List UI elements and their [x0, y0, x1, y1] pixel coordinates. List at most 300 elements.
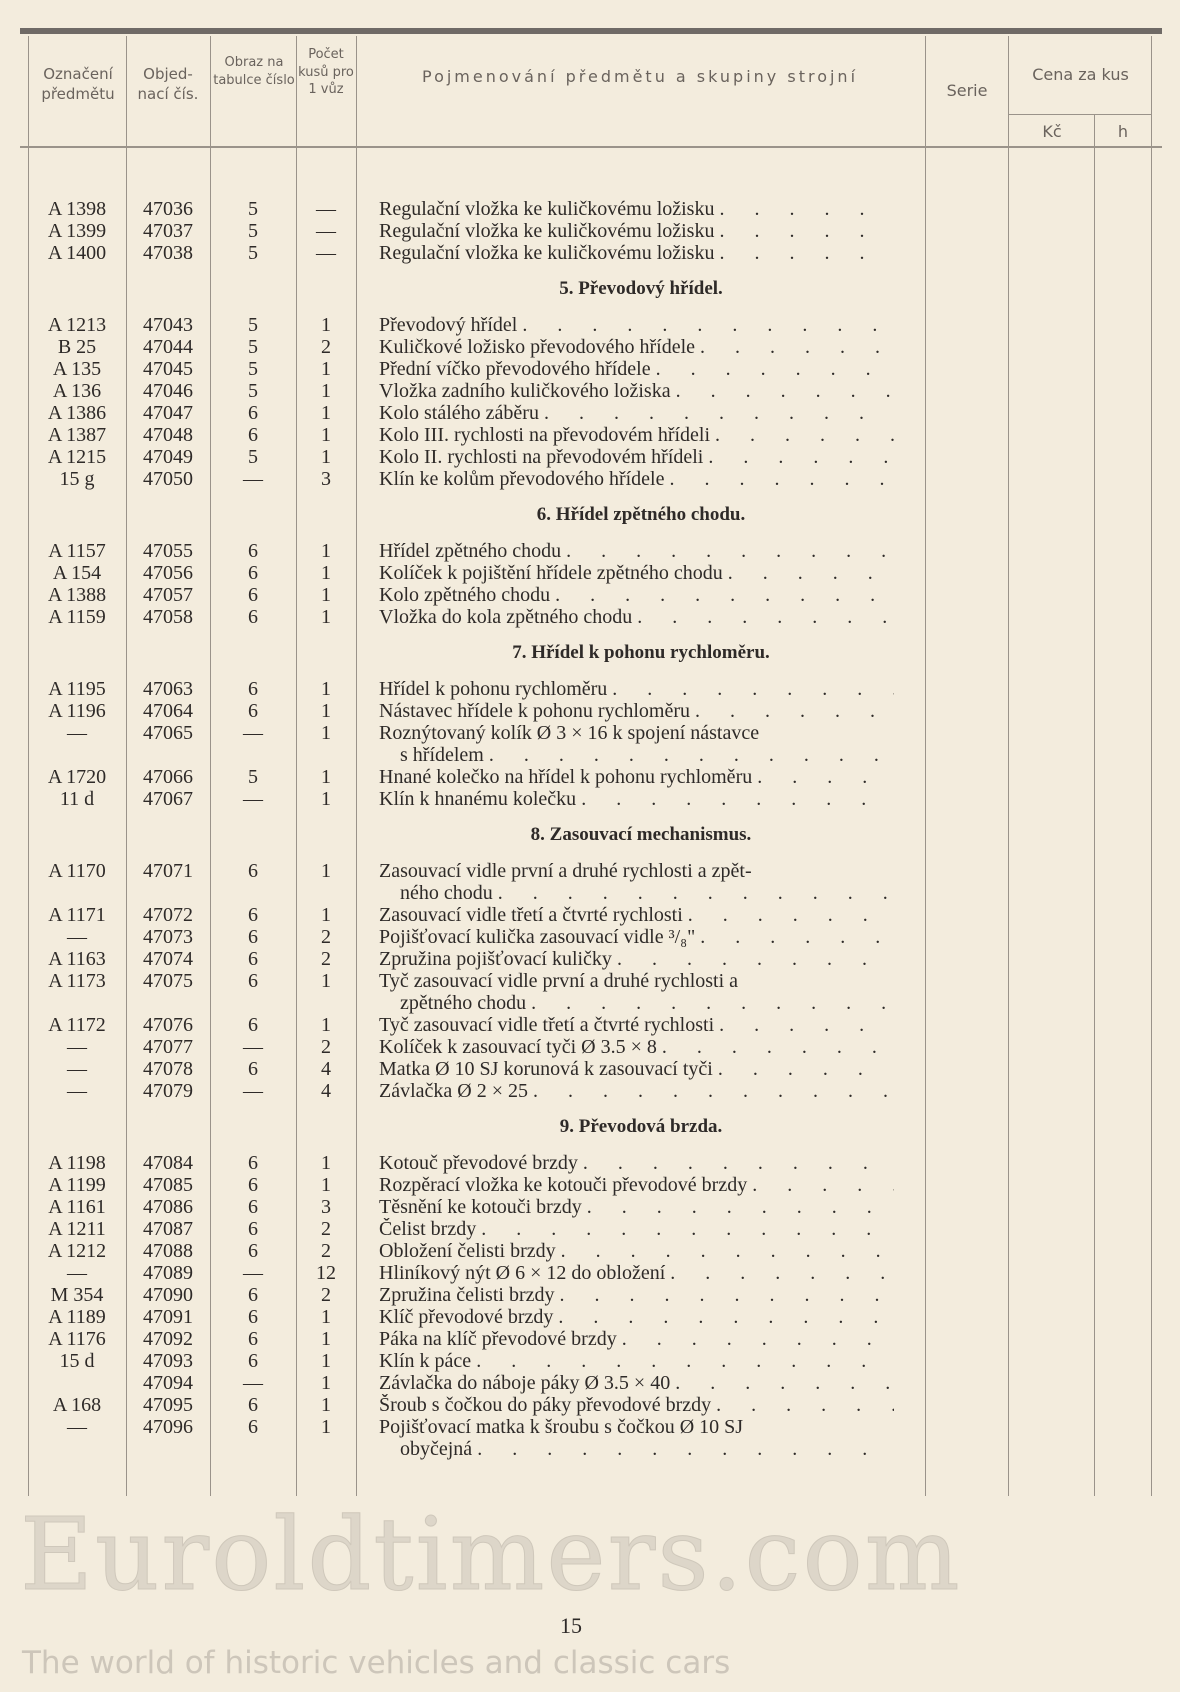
- part-name: Pojišťovací kulička zasouvací vidle ³/₈": [379, 926, 696, 948]
- part-name: Závlačka do náboje páky Ø 3.5 × 40: [379, 1372, 671, 1394]
- part-name: Roznýtovaný kolík Ø 3 × 16 k spojení nástavce: [379, 722, 760, 744]
- order-number: 47049: [143, 446, 193, 468]
- dot-leader: [713, 1058, 894, 1080]
- dot-leader: [476, 1218, 894, 1240]
- quantity: 1: [321, 1174, 331, 1196]
- quantity: 2: [321, 1284, 331, 1306]
- page-number: 15: [560, 1613, 582, 1638]
- part-designation: 15 d: [59, 1350, 95, 1372]
- part-name-cell: [379, 468, 894, 490]
- header-price: Cena za kus: [1032, 65, 1129, 84]
- table-row: [0, 314, 1180, 336]
- quantity: 1: [321, 1394, 331, 1416]
- table-row: [0, 1152, 1180, 1174]
- table-row: [0, 700, 1180, 722]
- part-designation: —: [67, 1416, 87, 1438]
- quantity: 1: [321, 722, 331, 744]
- order-number: 47096: [143, 1416, 193, 1438]
- part-name-cell: [379, 1306, 894, 1328]
- order-number: 47093: [143, 1350, 193, 1372]
- header-h: h: [1117, 122, 1129, 141]
- part-name-cell: [400, 882, 894, 904]
- dot-leader: [714, 1014, 894, 1036]
- order-number: 47048: [143, 424, 193, 446]
- figure-number: 6: [248, 562, 258, 584]
- dot-leader: [695, 926, 894, 948]
- part-name: Kolo zpětného chodu: [379, 584, 551, 606]
- part-designation: A 1212: [47, 1240, 107, 1262]
- figure-number: 6: [248, 1394, 258, 1416]
- figure-number: 6: [248, 1350, 258, 1372]
- top-rule: [20, 28, 1162, 34]
- quantity: 1: [321, 904, 331, 926]
- table-row: [0, 1174, 1180, 1196]
- figure-number: 6: [248, 540, 258, 562]
- part-name-cell: [379, 1394, 894, 1416]
- part-name-cell: [379, 1014, 894, 1036]
- figure-number: —: [243, 1262, 263, 1284]
- order-number: 47065: [143, 722, 193, 744]
- table-row: [0, 1262, 1180, 1284]
- part-designation: A 154: [52, 562, 102, 584]
- order-number: 47076: [143, 1014, 193, 1036]
- part-name: Kolíček k pojištění hřídele zpětného chodu: [379, 562, 723, 584]
- part-name-cell: [379, 358, 894, 380]
- table-row: [0, 1350, 1180, 1372]
- quantity: 1: [321, 700, 331, 722]
- quantity: 2: [321, 926, 331, 948]
- quantity: 2: [321, 1036, 331, 1058]
- dot-leader: [472, 1438, 894, 1460]
- dot-leader: [714, 198, 894, 220]
- dot-leader: [582, 1196, 894, 1218]
- order-number: 47085: [143, 1174, 193, 1196]
- figure-number: 6: [248, 1328, 258, 1350]
- part-name-cell: [400, 992, 894, 1014]
- part-designation: A 1215: [47, 446, 107, 468]
- part-name-cell: [379, 1328, 894, 1350]
- part-name: Tyč zasouvací vidle třetí a čtvrté rychlosti: [379, 1014, 715, 1036]
- dot-leader: [683, 904, 894, 926]
- quantity: 1: [321, 970, 331, 992]
- section-heading: [0, 810, 1180, 860]
- table-row: [0, 1014, 1180, 1036]
- dot-leader: [703, 446, 894, 468]
- order-number: 47045: [143, 358, 193, 380]
- part-name: Šroub s čočkou do páky převodové brzdy: [379, 1394, 712, 1416]
- dot-leader: [526, 992, 894, 1014]
- part-name-cell: [379, 242, 894, 264]
- table-row: [0, 1394, 1180, 1416]
- part-name: Kolo III. rychlosti na převodovém hřídeli: [379, 424, 711, 446]
- order-number: 47074: [143, 948, 193, 970]
- part-designation: A 1170: [48, 860, 106, 882]
- quantity: 1: [321, 358, 331, 380]
- watermark-tagline: The world of historic vehicles and classic cars: [22, 1645, 731, 1681]
- part-designation: A 1399: [47, 220, 107, 242]
- quantity: 1: [321, 1328, 331, 1350]
- part-name-cell: [379, 606, 894, 628]
- part-designation: B 25: [57, 336, 97, 358]
- table-row: [0, 1328, 1180, 1350]
- table-row: [0, 1058, 1180, 1080]
- part-name: Kolíček k zasouvací tyči Ø 3.5 × 8: [379, 1036, 657, 1058]
- part-designation: A 1211: [48, 1218, 106, 1240]
- table-row: [0, 1196, 1180, 1218]
- quantity: —: [316, 198, 336, 220]
- part-designation: A 1720: [47, 766, 107, 788]
- figure-number: —: [243, 1080, 263, 1102]
- part-name: Klín k hnanému kolečku: [379, 788, 577, 810]
- figure-number: —: [243, 1036, 263, 1058]
- part-name-cell: [379, 788, 894, 810]
- part-name: Vložka do kola zpětného chodu: [379, 606, 633, 628]
- figure-number: 6: [248, 860, 258, 882]
- dot-leader: [493, 882, 894, 904]
- table-row: [0, 904, 1180, 926]
- order-number: 47086: [143, 1196, 193, 1218]
- part-name: Klíč převodové brzdy: [379, 1306, 554, 1328]
- section-heading: [0, 264, 1180, 314]
- dot-leader: [578, 1152, 894, 1174]
- table-row: [0, 788, 1180, 810]
- dot-leader: [747, 1174, 894, 1196]
- dot-leader: [671, 380, 894, 402]
- part-name-cell: [379, 926, 894, 948]
- table-row: [0, 1080, 1180, 1102]
- order-number: 47091: [143, 1306, 193, 1328]
- part-name-cell: [379, 1416, 894, 1438]
- dot-leader: [550, 584, 894, 606]
- figure-number: 5: [248, 446, 258, 468]
- quantity: 1: [321, 1014, 331, 1036]
- table-row: [0, 1218, 1180, 1240]
- figure-number: 5: [248, 336, 258, 358]
- order-number: 47078: [143, 1058, 193, 1080]
- part-name: Hliníkový nýt Ø 6 × 12 do obložení: [379, 1262, 666, 1284]
- part-name: Páka na klíč převodové brzdy: [379, 1328, 617, 1350]
- table-row: [0, 1372, 1180, 1394]
- part-name: Vložka zadního kuličkového ložiska: [379, 380, 671, 402]
- part-name-cell: [379, 380, 894, 402]
- part-name: Zasouvací vidle třetí a čtvrté rychlosti: [379, 904, 683, 926]
- part-name-continuation: ného chodu: [400, 882, 493, 904]
- part-designation: —: [67, 722, 87, 744]
- part-name: Klín ke kolům převodového hřídele: [379, 468, 665, 490]
- part-name-cell: [379, 1284, 894, 1306]
- table-row: [0, 766, 1180, 788]
- quantity: 1: [321, 380, 331, 402]
- part-name-cell: [379, 314, 894, 336]
- dot-leader: [710, 424, 894, 446]
- table-row: [0, 1306, 1180, 1328]
- part-name: Převodový hřídel: [379, 314, 518, 336]
- order-number: 47090: [143, 1284, 193, 1306]
- order-number: 47055: [143, 540, 193, 562]
- section-heading-text: 8. Zasouvací mechanismus.: [530, 824, 752, 845]
- part-name-cell: [379, 198, 894, 220]
- part-name-cell: [379, 1196, 894, 1218]
- part-designation: M 354: [50, 1284, 104, 1306]
- quantity: 1: [321, 860, 331, 882]
- part-designation: A 1157: [48, 540, 106, 562]
- figure-number: —: [243, 788, 263, 810]
- part-designation: A 1172: [48, 1014, 106, 1036]
- figure-number: 5: [248, 380, 258, 402]
- order-number: 47056: [143, 562, 193, 584]
- order-number: 47071: [143, 860, 193, 882]
- order-number: 47072: [143, 904, 193, 926]
- dot-leader: [555, 1284, 895, 1306]
- order-number: 47043: [143, 314, 193, 336]
- quantity: 1: [321, 446, 331, 468]
- table-row: [0, 722, 1180, 744]
- figure-number: 6: [248, 1152, 258, 1174]
- quantity: 1: [321, 678, 331, 700]
- parts-list: [0, 198, 1180, 1460]
- figure-number: 5: [248, 314, 258, 336]
- figure-number: 6: [248, 1058, 258, 1080]
- dot-leader: [484, 744, 894, 766]
- figure-number: 6: [248, 424, 258, 446]
- part-designation: —: [67, 1036, 87, 1058]
- dot-leader: [607, 678, 894, 700]
- dot-leader: [670, 1372, 894, 1394]
- table-row: [0, 198, 1180, 220]
- dot-leader: [711, 1394, 894, 1416]
- dot-leader: [612, 948, 894, 970]
- order-number: 47094: [143, 1372, 193, 1394]
- header-series: Serie: [946, 81, 988, 100]
- dot-leader: [576, 788, 894, 810]
- quantity: 1: [321, 766, 331, 788]
- part-name-cell: [379, 1240, 894, 1262]
- figure-number: 6: [248, 1284, 258, 1306]
- part-name-cell: [379, 766, 894, 788]
- part-designation: 15 g: [59, 468, 95, 490]
- part-designation: A 1176: [48, 1328, 106, 1350]
- table-row: [0, 948, 1180, 970]
- header-figure: Obraz na tabulce číslo: [213, 55, 295, 88]
- table-row: [0, 336, 1180, 358]
- part-name-cell: [379, 904, 894, 926]
- part-name-cell: [379, 336, 894, 358]
- part-designation: A 1386: [47, 402, 107, 424]
- order-number: 47038: [143, 242, 193, 264]
- part-designation: —: [67, 1262, 87, 1284]
- figure-number: 6: [248, 606, 258, 628]
- part-designation: A 1171: [48, 904, 106, 926]
- quantity: 1: [321, 424, 331, 446]
- order-number: 47079: [143, 1080, 193, 1102]
- quantity: —: [316, 242, 336, 264]
- part-designation: —: [67, 1058, 87, 1080]
- dot-leader: [752, 766, 894, 788]
- quantity: 1: [321, 1416, 331, 1438]
- dot-leader: [665, 468, 895, 490]
- figure-number: 5: [248, 242, 258, 264]
- figure-number: 5: [248, 198, 258, 220]
- part-designation: A 1387: [47, 424, 107, 446]
- quantity: 1: [321, 314, 331, 336]
- table-row: [0, 1240, 1180, 1262]
- table-row: [0, 540, 1180, 562]
- quantity: 1: [321, 584, 331, 606]
- table-row: [0, 926, 1180, 948]
- order-number: 47087: [143, 1218, 193, 1240]
- order-number: 47066: [143, 766, 193, 788]
- order-number: 47092: [143, 1328, 193, 1350]
- figure-number: 6: [248, 1240, 258, 1262]
- quantity: 1: [321, 540, 331, 562]
- quantity: 12: [316, 1262, 336, 1284]
- part-name-cell: [379, 1262, 894, 1284]
- dot-leader: [632, 606, 894, 628]
- order-number: 47037: [143, 220, 193, 242]
- price-subheader-rule: [1008, 114, 1151, 115]
- part-name: Rozpěrací vložka ke kotouči převodové brzdy: [379, 1174, 748, 1196]
- part-designation: A 1159: [48, 606, 106, 628]
- part-name: Tyč zasouvací vidle první a druhé rychlosti a: [379, 970, 739, 992]
- part-name-cell: [400, 1438, 894, 1460]
- quantity: —: [316, 220, 336, 242]
- table-row: [0, 446, 1180, 468]
- header-order-number: Objed- nací čís.: [137, 65, 199, 104]
- quantity: 2: [321, 1218, 331, 1240]
- section-heading: [0, 628, 1180, 678]
- order-number: 47050: [143, 468, 193, 490]
- part-designation: A 1189: [48, 1306, 106, 1328]
- header-name: Pojmenování předmětu a skupiny strojní: [421, 67, 859, 86]
- part-name: Hřídel zpětného chodu: [379, 540, 562, 562]
- part-name-cell: [379, 1080, 894, 1102]
- dot-leader: [714, 242, 894, 264]
- section-heading: [0, 1102, 1180, 1152]
- dot-leader: [695, 336, 894, 358]
- part-name-continuation: s hřídelem: [400, 744, 484, 766]
- part-designation: A 1196: [48, 700, 106, 722]
- part-designation: A 1213: [47, 314, 107, 336]
- figure-number: 5: [248, 358, 258, 380]
- table-row-continuation: [0, 744, 1180, 766]
- figure-number: 6: [248, 1306, 258, 1328]
- figure-number: 6: [248, 926, 258, 948]
- order-number: 47095: [143, 1394, 193, 1416]
- part-name: Závlačka Ø 2 × 25: [379, 1080, 529, 1102]
- part-name-cell: [379, 722, 894, 744]
- part-designation: A 135: [52, 358, 102, 380]
- part-name-cell: [379, 1218, 894, 1240]
- part-name: Pojišťovací matka k šroubu s čočkou Ø 10 SJ: [379, 1416, 744, 1438]
- part-name: Kotouč převodové brzdy: [379, 1152, 578, 1174]
- part-designation: A 1400: [47, 242, 107, 264]
- part-designation: A 1195: [48, 678, 106, 700]
- table-row: [0, 402, 1180, 424]
- order-number: 47084: [143, 1152, 193, 1174]
- order-number: 47089: [143, 1262, 193, 1284]
- section-heading: [0, 490, 1180, 540]
- dot-leader: [690, 700, 894, 722]
- table-row: [0, 970, 1180, 992]
- part-designation: A 168: [52, 1394, 102, 1416]
- part-name-cell: [379, 1350, 894, 1372]
- table-row: [0, 860, 1180, 882]
- part-name-cell: [379, 700, 894, 722]
- dot-leader: [539, 402, 894, 424]
- table-row: [0, 424, 1180, 446]
- order-number: 47077: [143, 1036, 193, 1058]
- section-heading-text: 7. Hřídel k pohonu rychloměru.: [512, 642, 770, 663]
- quantity: 4: [321, 1058, 331, 1080]
- part-name: Kolo II. rychlosti na převodovém hřídeli: [379, 446, 704, 468]
- figure-number: 6: [248, 1196, 258, 1218]
- figure-number: —: [243, 722, 263, 744]
- part-designation: A 1161: [48, 1196, 106, 1218]
- part-designation: A 1163: [48, 948, 106, 970]
- table-row: [0, 242, 1180, 264]
- part-name-cell: [379, 1058, 894, 1080]
- header-designation: Označení předmětu: [41, 65, 115, 104]
- part-name-cell: [379, 540, 894, 562]
- figure-number: 6: [248, 678, 258, 700]
- quantity: 2: [321, 948, 331, 970]
- table-row-continuation: [0, 992, 1180, 1014]
- part-name: Nástavec hřídele k pohonu rychloměru: [379, 700, 691, 722]
- header-quantity: Počet kusů pro 1 vůz: [298, 47, 354, 98]
- section-heading-text: 6. Hřídel zpětného chodu.: [536, 504, 746, 525]
- table-row: [0, 584, 1180, 606]
- part-name-cell: [379, 1152, 894, 1174]
- part-name: Zasouvací vidle první a druhé rychlosti a zpět-: [379, 860, 752, 882]
- part-name: Čelist brzdy: [379, 1218, 477, 1240]
- dot-leader: [528, 1080, 894, 1102]
- part-designation: A 1173: [48, 970, 106, 992]
- quantity: 1: [321, 606, 331, 628]
- quantity: 1: [321, 562, 331, 584]
- part-name-cell: [379, 948, 894, 970]
- table-row: [0, 678, 1180, 700]
- figure-number: 6: [248, 970, 258, 992]
- order-number: 47075: [143, 970, 193, 992]
- order-number: 47064: [143, 700, 193, 722]
- watermark: Euroldtimers.com: [20, 1496, 962, 1613]
- figure-number: —: [243, 1372, 263, 1394]
- order-number: 47047: [143, 402, 193, 424]
- part-name-cell: [379, 1174, 894, 1196]
- table-row-continuation: [0, 882, 1180, 904]
- dot-leader: [651, 358, 894, 380]
- dot-leader: [517, 314, 894, 336]
- part-name: Regulační vložka ke kuličkovému ložisku: [379, 198, 715, 220]
- order-number: 47036: [143, 198, 193, 220]
- part-name: Hřídel k pohonu rychloměru: [379, 678, 608, 700]
- figure-number: 6: [248, 584, 258, 606]
- section-heading-text: 5. Převodový hřídel.: [559, 278, 723, 299]
- quantity: 3: [321, 1196, 331, 1218]
- order-number: 47057: [143, 584, 193, 606]
- figure-number: 6: [248, 1218, 258, 1240]
- section-heading-text: 9. Převodová brzda.: [559, 1116, 723, 1137]
- dot-leader: [723, 562, 894, 584]
- quantity: 2: [321, 336, 331, 358]
- part-name-cell: [379, 220, 894, 242]
- table-row: [0, 1416, 1180, 1438]
- quantity: 4: [321, 1080, 331, 1102]
- order-number: 47058: [143, 606, 193, 628]
- dot-leader: [556, 1240, 894, 1262]
- part-designation: —: [67, 1080, 87, 1102]
- dot-leader: [561, 540, 894, 562]
